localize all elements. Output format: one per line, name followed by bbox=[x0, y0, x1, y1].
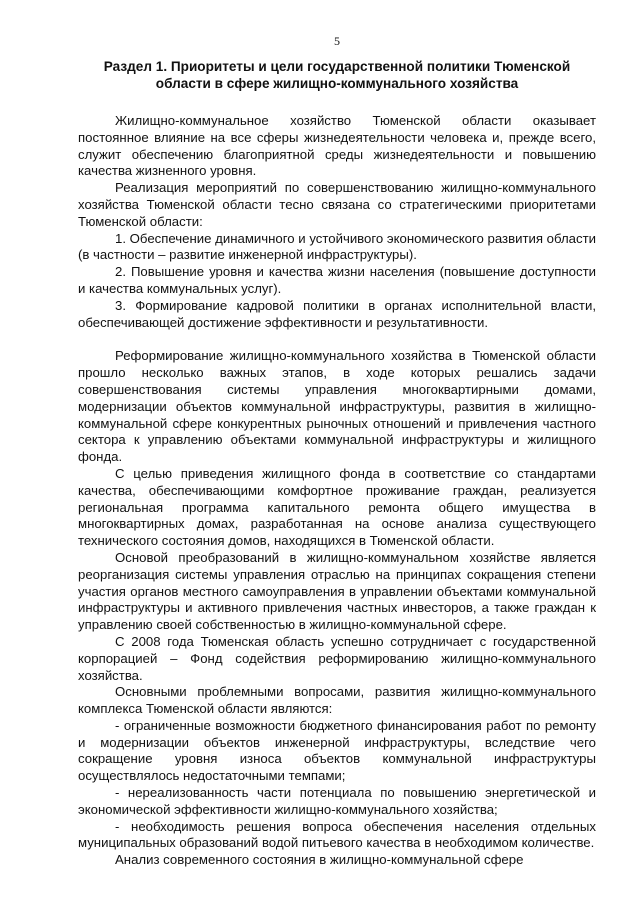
document-page bbox=[78, 34, 596, 869]
paragraph-capital-repair: С целью приведения жилищного фонда в соответствие со стандартами качества, обеспечивающими комфортное проживание граждан, реализуется региональная программа капитального ремонта общего имущества в многоквартирных домах, разработанная на основе анализа существующего технического состояния домов, находящихся в Тюменской области. bbox=[78, 465, 596, 549]
paragraph-fund-cooperation: С 2008 года Тюменская область успешно сотрудничает с государственной корпорацией – Фонд содействия реформированию жилищно-коммунального хозяйства. bbox=[78, 633, 596, 683]
problem-item-water: - необходимость решения вопроса обеспечения населения отдельных муниципальных образований водой питьевого качества в необходимом количестве. bbox=[78, 818, 596, 851]
problem-item-financing: - ограниченные возможности бюджетного финансирования работ по ремонту и модернизации объектов инженерной инфраструктуры, вследствие чего сокращение уровня износа объектов коммунальной инфраструктуры осуществлялось недостаточными темпами; bbox=[78, 717, 596, 784]
paragraph-priorities-lead: Реализация мероприятий по совершенствованию жилищно-коммунального хозяйства Тюменской области тесно связана со стратегическими приоритетами Тюменской области: bbox=[78, 180, 596, 229]
paragraph-problems-lead: Основными проблемными вопросами, развития жилищно-коммунального комплекса Тюменской области являются: bbox=[78, 684, 596, 717]
body-text-block-2 bbox=[78, 348, 596, 869]
section-title: Раздел 1. Приоритеты и цели государственной политики Тюменской области в сфере жилищно-коммунального хозяйства bbox=[103, 59, 571, 91]
priority-item-1: 1. Обеспечение динамичного и устойчивого экономического развития области (в частности – развитие инженерной инфраструктуры). bbox=[78, 230, 596, 263]
paragraph-analysis: Анализ современного состояния в жилищно-коммунальной сфере bbox=[115, 852, 524, 868]
paragraph-reorganization: Основой преобразований в жилищно-коммунальном хозяйстве является реорганизация системы управления отраслью на принципах сокращения степени участия органов местного самоуправления в управлении объектами коммунальной инфраструктуры и активного привлечения частных инвесторов, а также граждан к управлению своей собственностью в жилищно-коммунальной сфере. bbox=[78, 549, 596, 633]
paragraph-gap bbox=[78, 331, 596, 348]
body-text-block-1 bbox=[78, 113, 596, 331]
paragraph-intro: Жилищно-коммунальное хозяйство Тюменской области оказывает постоянное влияние на все сферы жизнедеятельности человека и, прежде всего, служит обеспечению благоприятной среды жизнедеятельности и повышению качества жизненного уровня. bbox=[78, 113, 596, 179]
problem-item-efficiency: - нереализованность части потенциала по повышению энергетической и экономической эффективности жилищно-коммунального хозяйства; bbox=[78, 785, 596, 817]
priority-item-3: 3. Формирование кадровой политики в органах исполнительной власти, обеспечивающей достижение эффективности и результативности. bbox=[78, 297, 596, 330]
priority-item-2: 2. Повышение уровня и качества жизни населения (повышение доступности и качества коммунальных услуг). bbox=[78, 264, 596, 296]
page-number: 5 bbox=[334, 34, 340, 48]
paragraph-reform-stages: Реформирование жилищно-коммунального хозяйства в Тюменской области прошло несколько важных этапов, в ходе которых решались задачи совершенствования системы управления многоквартирными домами, модернизации объектов коммунальной инфраструктуры, развития в жилищно-коммунальной сфере конкурентных рыночных отношений и привлечения частного сектора к управлению объектами коммунальной инфраструктуры и жилищного фонда. bbox=[78, 348, 596, 465]
